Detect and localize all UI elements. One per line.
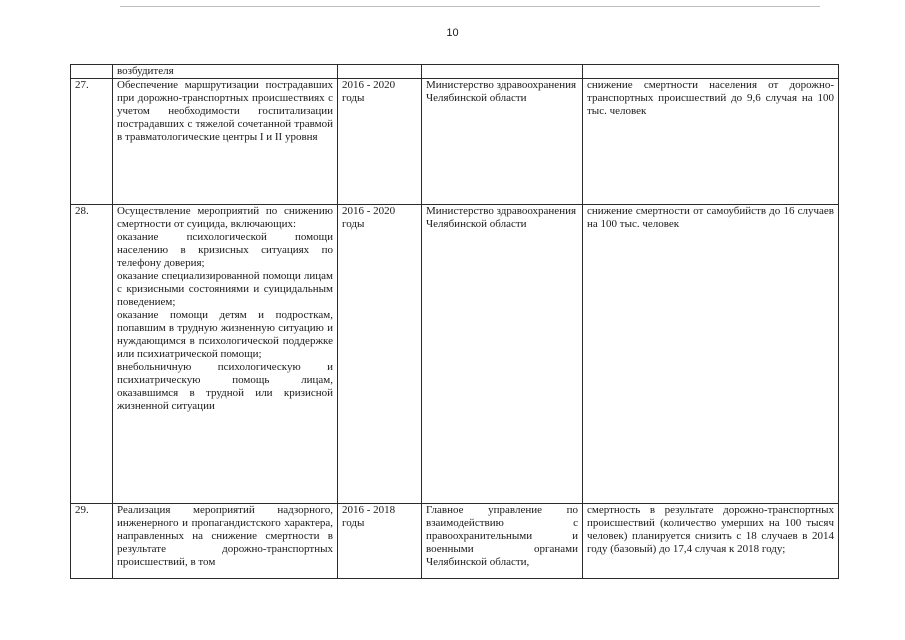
plan-table [70, 64, 839, 579]
cell-action [113, 205, 338, 504]
table-row [71, 205, 839, 504]
cell-action: возбудителя [113, 65, 338, 79]
action-item: внебольничную психологическую и психиатрическую помощь лицам, оказавшимся в трудной или кризисной жизненной ситуации [117, 361, 333, 412]
years-word: годы [342, 517, 365, 529]
top-rule [120, 6, 820, 7]
cell-years [338, 79, 422, 205]
cell-executor: Главное управление по взаимодействию с правоохранительными и военными органами Челябинской области, [422, 504, 583, 579]
cell-num: 28. [71, 205, 113, 504]
action-intro: Осуществление мероприятий по снижению смертности от суицида, включающих: [117, 205, 333, 230]
years-range: 2016 - 2018 [342, 504, 396, 516]
cell-num: 27. [71, 79, 113, 205]
cell-result: снижение смертности от самоубийств до 16 случаев на 100 тыс. человек [583, 205, 839, 504]
table-row [71, 79, 839, 205]
cell-action: Обеспечение маршрутизации пострадавших при дорожно-транспортных происшествиях с учетом необходимости госпитализации пострадавших с тяжелой сочетанной травмой в травматологические центры I и II уровня [113, 79, 338, 205]
action-item: оказание помощи детям и подросткам, попавшим в трудную жизненную ситуацию и нуждающимся в психологической поддержке или психиатрической помощи; [117, 309, 333, 360]
years-range: 2016 - 2020 [342, 205, 396, 217]
action-item: оказание специализированной помощи лицам с кризисными состояниями и суицидальным поведением; [117, 270, 333, 308]
cell-result [583, 65, 839, 79]
action-item: оказание психологической помощи населению в кризисных ситуациях по телефону доверия; [117, 231, 333, 269]
years-word: годы [342, 218, 365, 230]
cell-executor [422, 65, 583, 79]
cell-num: 29. [71, 504, 113, 579]
cell-executor: Министерство здравоохранения Челябинской области [422, 79, 583, 205]
cell-result: снижение смертности населения от дорожно-транспортных происшествий до 9,6 случая на 100 тыс. человек [583, 79, 839, 205]
cell-years [338, 205, 422, 504]
years-word: годы [342, 92, 365, 104]
table-row [71, 504, 839, 579]
cell-years [338, 504, 422, 579]
cell-years [338, 65, 422, 79]
cell-action: Реализация мероприятий надзорного, инженерного и пропагандистского характера, направленных на снижение смертности в результате дорожно-транспортных происшествий, в том [113, 504, 338, 579]
cell-result: смертность в результате дорожно-транспортных происшествий (количество умерших на 100 тысяч человек) планируется снизить с 18 случаев в 2014 году (базовый) до 17,4 случая к 2018 году; [583, 504, 839, 579]
cell-num [71, 65, 113, 79]
page-number: 10 [446, 27, 459, 39]
table-row-continuation [71, 65, 839, 79]
years-range: 2016 - 2020 [342, 79, 396, 91]
cell-executor: Министерство здравоохранения Челябинской области [422, 205, 583, 504]
